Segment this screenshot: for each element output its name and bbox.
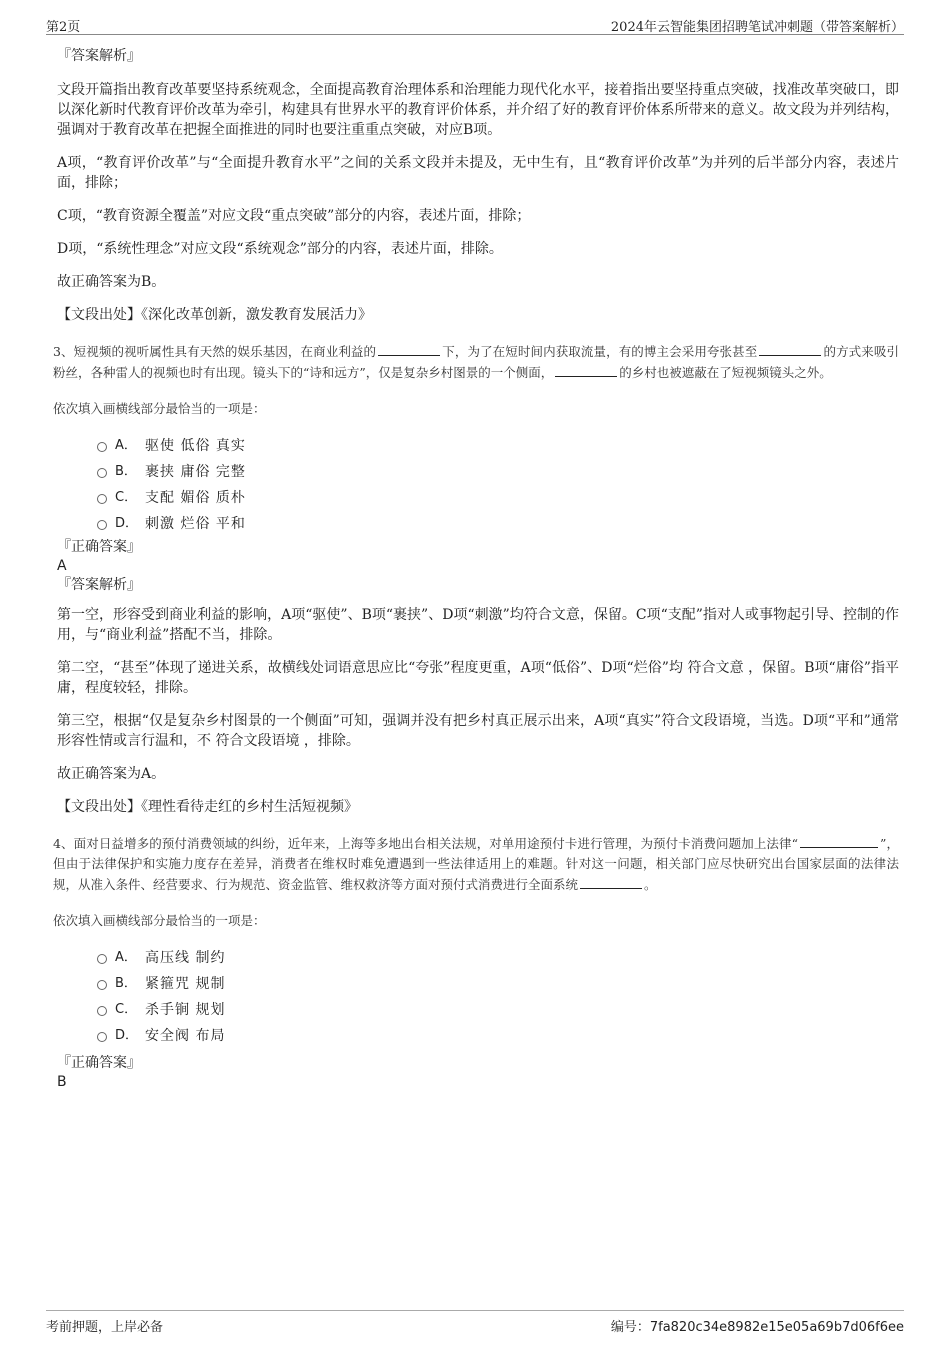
correct-answer-label: 『正确答案』 bbox=[57, 1055, 141, 1071]
source-citation: 【文段出处】《深化改革创新，激发教育发展活力》 bbox=[57, 307, 372, 323]
code-label: 编号： bbox=[610, 1320, 650, 1335]
conclusion-paragraph: 故正确答案为A。 bbox=[57, 766, 166, 782]
question-4-options bbox=[57, 945, 899, 1049]
analysis-paragraph: C项，“教育资源全覆盖”对应文段“重点突破”部分的内容，表述片面，排除； bbox=[57, 208, 531, 224]
question-3-stem: 3、短视频的视听属性具有天然的娱乐基因，在商业利益的 下，为了在短时间内获取流量，有的博主会采用夸张甚至 的方式来吸引粉丝，各种雷人的视频也时有出现。镜头下的“诗和远方”，仅是复杂乡村图景的一个侧面， 的乡村也被遮蔽在了短视频镜头之外。 bbox=[53, 341, 899, 383]
question-prompt: 依次填入画横线部分最恰当的一项是： bbox=[53, 401, 266, 416]
fill-blank bbox=[580, 874, 642, 889]
analysis-paragraph: D项，“系统性理念”对应文段“系统观念”部分的内容，表述片面，排除。 bbox=[57, 241, 503, 257]
option-c[interactable]: C． 杀手锏 规划 bbox=[57, 997, 899, 1023]
radio-button[interactable] bbox=[97, 520, 107, 530]
option-a[interactable]: A． 高压线 制约 bbox=[57, 945, 899, 971]
radio-button[interactable] bbox=[97, 1006, 107, 1016]
correct-answer: B bbox=[57, 1074, 67, 1090]
option-a[interactable]: A． 驱使 低俗 真实 bbox=[57, 433, 899, 459]
analysis-paragraph: 文段开篇指出教育改革要坚持系统观念，全面提高教育治理体系和治理能力现代化水平，接着指出要坚持重点突破，找准改革突破口，即以深化新时代教育评价改革为牵引，构建具有世界水平的教育评价体系，并介绍了好的教育评价体系所带来的意义。故文段为并列结构，强调对于教育改革在把握全面推进的同时也要注重重点突破，对应B项。 bbox=[57, 82, 899, 138]
analysis-paragraph: 第三空，根据“仅是复杂乡村图景的一个侧面”可知，强调并没有把乡村真正展示出来，A项“真实”符合文段语境，当选。D项“平和”通常形容性情或言行温和，不 符合文段语境 ，排除。 bbox=[57, 713, 899, 749]
radio-button[interactable] bbox=[97, 980, 107, 990]
option-b[interactable]: B． 紧箍咒 规制 bbox=[57, 971, 899, 997]
radio-button[interactable] bbox=[97, 1032, 107, 1042]
document-code bbox=[611, 1316, 904, 1335]
question-3-options bbox=[57, 433, 899, 537]
code-value: 7fa820c34e8982e15e05a69b7d06f6ee bbox=[649, 1320, 904, 1335]
document-title: 2024年云智能集团招聘笔试冲刺题（带答案解析） bbox=[610, 20, 904, 35]
analysis-label: 『答案解析』 bbox=[57, 577, 141, 593]
source-citation: 【文段出处】《理性看待走红的乡村生活短视频》 bbox=[57, 799, 358, 815]
question-4-stem: 4、面对日益增多的预付消费领域的纠纷，近年来，上海等多地出台相关法规，对单用途预付卡进行管理，为预付卡消费问题加上法律“ ”，但由于法律保护和实施力度存在差异，消费者在维权时难免遭遇到一些法律适用上的难题。针对这一问题，相关部门应尽快研究出台国家层面的法律法规，从准入条件、经营要求、行为规范、资金监管、维权救济等方面对预付式消费进行全面系统 。 bbox=[53, 833, 899, 895]
question-prompt: 依次填入画横线部分最恰当的一项是： bbox=[53, 913, 266, 928]
analysis-paragraph: 第一空，形容受到商业利益的影响，A项“驱使”、B项“裹挟”、D项“刺激”均符合文意，保留。C项“支配”指对人或事物起引导、控制的作用，与“商业利益”搭配不当，排除。 bbox=[57, 607, 899, 643]
page-footer bbox=[46, 1310, 904, 1335]
option-c[interactable]: C． 支配 媚俗 质朴 bbox=[57, 485, 899, 511]
analysis-paragraph: A项，“教育评价改革”与“全面提升教育水平”之间的关系文段并未提及，无中生有，且“教育评价改革”为并列的后半部分内容，表述片面，排除； bbox=[57, 155, 899, 191]
page-header bbox=[46, 14, 904, 35]
page-content bbox=[53, 46, 899, 1091]
radio-button[interactable] bbox=[97, 442, 107, 452]
radio-button[interactable] bbox=[97, 954, 107, 964]
option-d[interactable]: D． 刺激 烂俗 平和 bbox=[57, 511, 899, 537]
fill-blank bbox=[759, 341, 821, 356]
correct-answer-label: 『正确答案』 bbox=[57, 539, 141, 555]
page-number: 第2页 bbox=[46, 20, 81, 35]
footer-slogan: 考前押题，上岸必备 bbox=[46, 1320, 164, 1335]
analysis-paragraph: 第二空，“甚至”体现了递进关系，故横线处词语意思应比“夸张”程度更重，A项“低俗”、D项“烂俗”均 符合文意 ，保留。B项“庸俗”指平庸，程度较轻，排除。 bbox=[57, 660, 899, 696]
fill-blank bbox=[378, 341, 440, 356]
option-d[interactable]: D． 安全阀 布局 bbox=[57, 1023, 899, 1049]
fill-blank bbox=[555, 362, 617, 377]
option-b[interactable]: B． 裹挟 庸俗 完整 bbox=[57, 459, 899, 485]
correct-answer: A bbox=[57, 558, 67, 574]
radio-button[interactable] bbox=[97, 468, 107, 478]
conclusion-paragraph: 故正确答案为B。 bbox=[57, 274, 166, 290]
fill-blank bbox=[800, 833, 878, 848]
radio-button[interactable] bbox=[97, 494, 107, 504]
analysis-label: 『答案解析』 bbox=[57, 48, 141, 64]
